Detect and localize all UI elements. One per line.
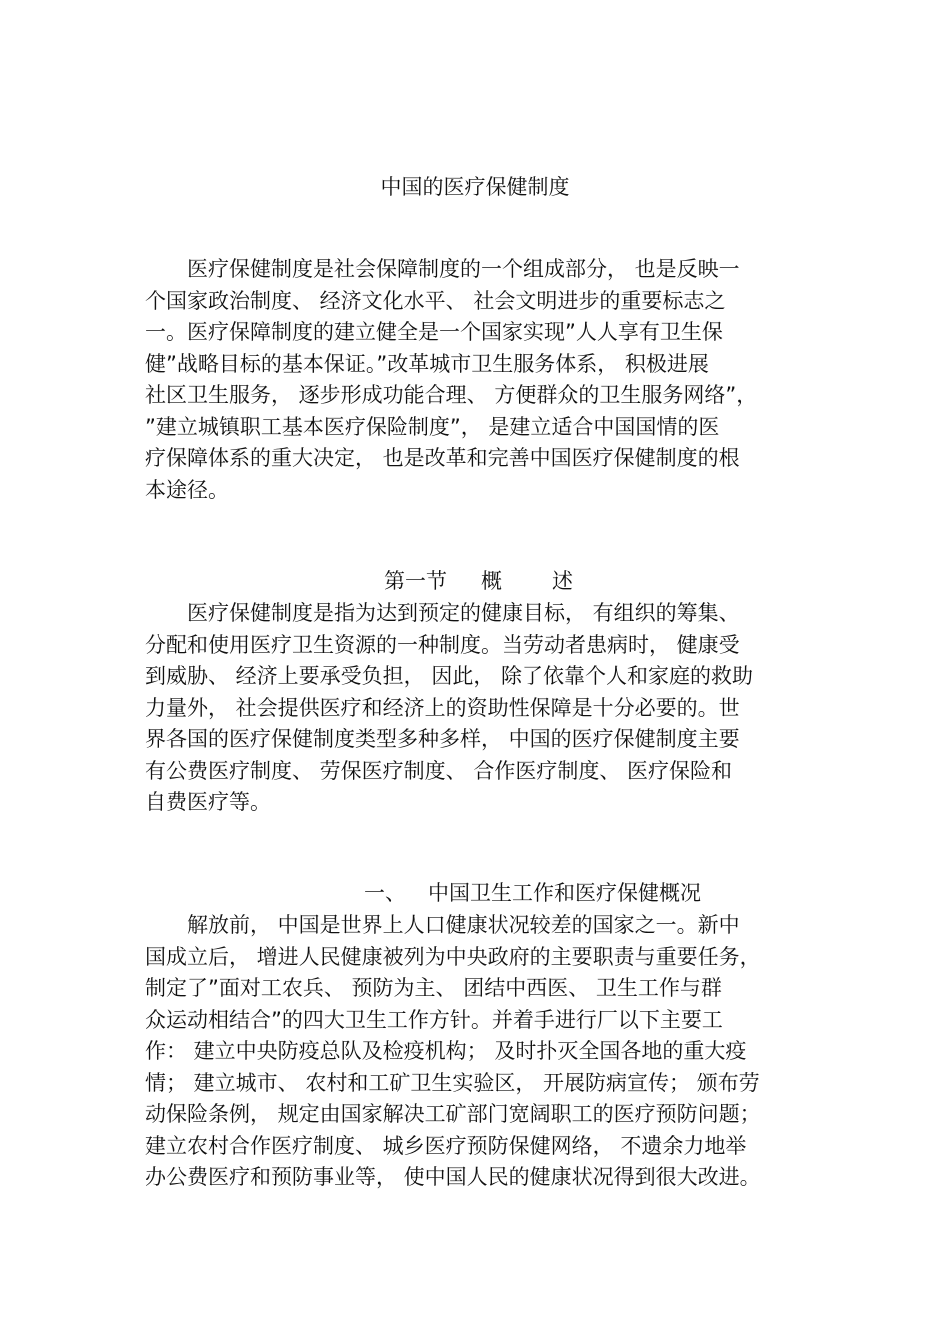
text-line: 医疗保健制度是指为达到预定的健康目标， 有组织的筹集、 (145, 601, 740, 625)
text-line: 到威胁、 经济上要承受负担， 因此， 除了依靠个人和家庭的救助 (145, 664, 754, 688)
text-line: 建立农村合作医疗制度、 城乡医疗预防保健网络， 不遗余力地举 (145, 1133, 747, 1158)
text-line: 制定了”面对工农兵、 预防为主、 团结中西医、 卫生工作与群 (145, 976, 722, 1000)
text-line: ”建立城镇职工基本医疗保险制度”， 是建立适合中国国情的医 (145, 414, 720, 439)
subsection-title: 中国卫生工作和医疗保健概况 (428, 881, 701, 905)
text-line: 国成立后， 增进人民健康被列为中央政府的主要职责与重要任务， (145, 944, 761, 969)
document-title: 中国的医疗保健制度 (380, 175, 570, 199)
text-line: 众运动相结合”的四大卫生工作方针。并着手进行厂以下主要工 (145, 1007, 723, 1032)
section-title-char: 述 (552, 569, 573, 593)
text-line: 分配和使用医疗卫生资源的一种制度。当劳动者患病时， 健康受 (145, 632, 740, 657)
text-line: 有公费医疗制度、 劳保医疗制度、 合作医疗制度、 医疗保险和 (145, 758, 733, 783)
text-line: 情； 建立城市、 农村和工矿卫生实验区， 开展防病宣传； 颁布劳 (145, 1070, 760, 1095)
text-line: 一。医疗保障制度的建立健全是一个国家实现”人人享有卫生保 (145, 320, 723, 344)
subsection-heading (364, 878, 701, 908)
text-line: 界各国的医疗保健制度类型多种多样， 中国的医疗保健制度主要 (145, 727, 740, 751)
intro-paragraph (145, 254, 807, 506)
text-line: 健”战略目标的基本保证。”改革城市卫生服务体系， 积极进展 (145, 351, 709, 376)
text-line: 本途径。 (145, 477, 229, 502)
text-line: 个国家政治制度、 经济文化水平、 社会文明进步的重要标志之 (145, 288, 726, 313)
subsection1-paragraph (145, 910, 807, 1194)
text-line: 作： 建立中央防疫总队及检疫机构； 及时扑灭全国各地的重大疫 (145, 1039, 747, 1063)
text-line: 办公费医疗和预防事业等， 使中国人民的健康状况得到很大改进。 (145, 1165, 761, 1189)
section-heading (384, 566, 573, 596)
section1-paragraph (145, 598, 807, 819)
subsection-number: 一、 (364, 881, 406, 905)
text-line: 医疗保健制度是社会保障制度的一个组成部分， 也是反映一 (145, 257, 740, 281)
text-line: 力量外， 社会提供医疗和经济上的资助性保障是十分必要的。世 (145, 695, 740, 720)
text-line: 疗保障体系的重大决定， 也是改革和完善中国医疗保健制度的根 (145, 446, 740, 470)
section-title-char: 概 (481, 569, 502, 593)
section-number: 第一节 (384, 569, 447, 593)
text-line: 动保险条例， 规定由国家解决工矿部门宽阔职工的医疗预防问题； (145, 1102, 761, 1126)
text-line: 自费医疗等。 (145, 790, 271, 814)
text-line: 社区卫生服务， 逐步形成功能合理、 方便群众的卫生服务网络”， (145, 383, 758, 407)
text-line: 解放前， 中国是世界上人口健康状况较差的国家之一。新中 (145, 913, 740, 937)
